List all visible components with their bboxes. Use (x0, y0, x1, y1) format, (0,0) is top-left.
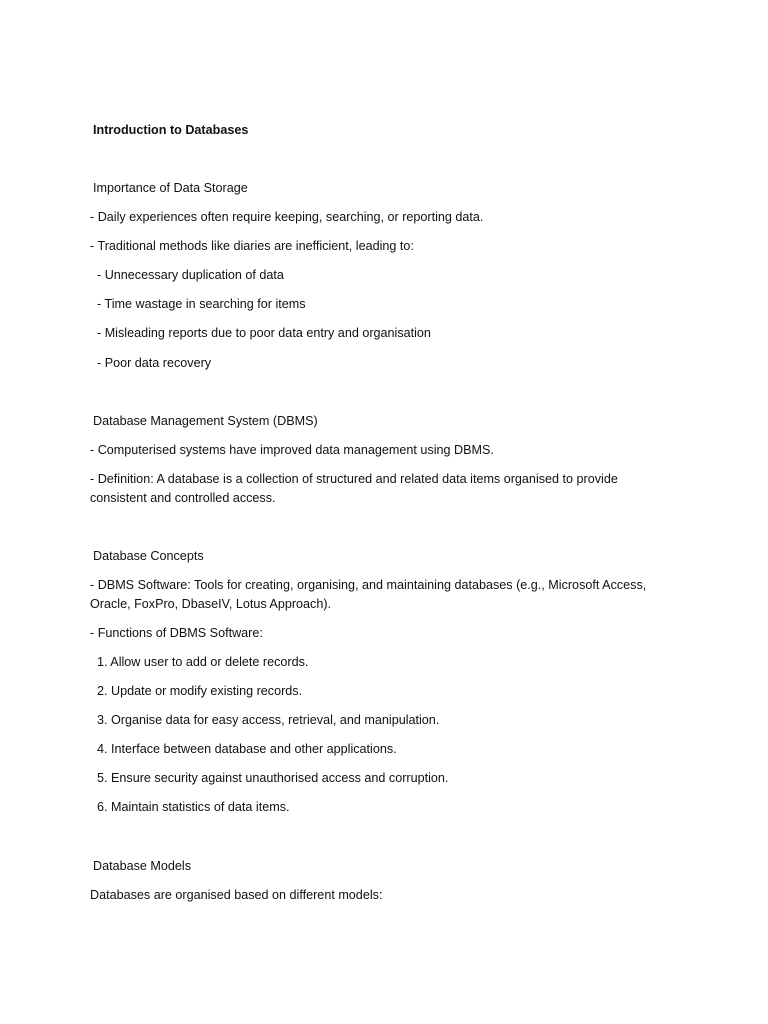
section-heading-models: Database Models (93, 859, 192, 873)
numbered-item: 3. Organise data for easy access, retrieval, and manipulation. (97, 713, 440, 727)
sub-bullet: - Misleading reports due to poor data entry and organisation (97, 326, 431, 340)
sub-bullet: - Unnecessary duplication of data (97, 268, 284, 282)
numbered-item: 2. Update or modify existing records. (97, 684, 303, 698)
numbered-item: 6. Maintain statistics of data items. (97, 800, 290, 814)
paragraph-line: - Daily experiences often require keeping, searching, or reporting data. (90, 210, 484, 224)
sub-bullet: - Time wastage in searching for items (97, 297, 306, 311)
numbered-item: 1. Allow user to add or delete records. (97, 655, 309, 669)
document-title: Introduction to Databases (93, 123, 249, 137)
paragraph-line: - Traditional methods like diaries are inefficient, leading to: (90, 239, 414, 253)
sub-bullet: - Poor data recovery (97, 356, 212, 370)
definition-paragraph: - Definition: A database is a collection of structured and related data items organised to provide consistent and controlled access. (90, 472, 618, 505)
paragraph-line: - Functions of DBMS Software: (90, 626, 263, 640)
paragraph-line: Databases are organised based on different models: (90, 888, 383, 902)
paragraph-line: - Computerised systems have improved data management using DBMS. (90, 443, 494, 457)
section-heading-dbms: Database Management System (DBMS) (93, 414, 318, 428)
numbered-item: 5. Ensure security against unauthorised access and corruption. (97, 771, 449, 785)
paragraph-line: - DBMS Software: Tools for creating, organising, and maintaining databases (e.g., Microsoft Access, Oracle, FoxPro, DbaseIV, Lotus Approach). (90, 578, 647, 611)
section-heading-importance: Importance of Data Storage (93, 181, 248, 195)
numbered-item: 4. Interface between database and other applications. (97, 742, 397, 756)
section-heading-concepts: Database Concepts (93, 549, 204, 563)
